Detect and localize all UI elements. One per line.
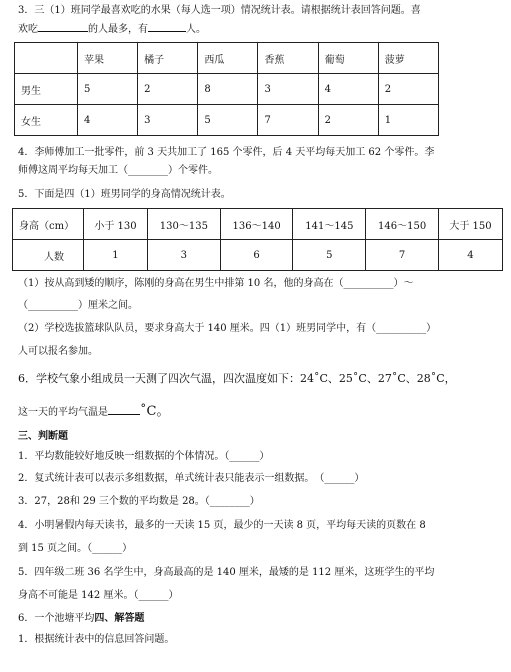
table-row [15,74,439,105]
table-cell: 5 [293,240,366,271]
table-cell: 7 [258,105,318,136]
fruit-header-cell: 菠萝 [378,43,438,74]
height-header-cell: 141～145 [293,209,366,240]
q3-line1: 3．三（1）班同学最喜欢吃的水果（每人选一项）情况统计表。请根据统计表回答问题。喜 [18,5,421,16]
table-cell: 4 [438,240,502,271]
q6-partial-line [18,612,144,626]
q5-sub2-line2: 人可以报名参加。 [18,346,98,357]
table-cell: 人数 [13,240,84,271]
table-cell: 1 [84,240,148,271]
q5-sub1-line1: （1）按从高到矮的顺序，陈刚的身高在男生中排第 10 名，他的身高在（__________）～ [18,278,414,289]
q6-partial-pre: 6．一个池塘平均 [18,613,95,624]
fruit-table-header [15,43,439,74]
section4-title: 四、解答题 [94,613,145,624]
fruit-header-cell: 橘子 [138,43,198,74]
q5-sub1-line2: （__________）厘米之间。 [18,300,138,311]
q6-line1: 6．学校气象小组成员一天测了四次气温，四次温度如下：24˚C、25˚C、27˚C、28˚C， [18,372,456,385]
judge-item: 身高不可能是 142 厘米。（______） [18,590,179,601]
q3-line2 [18,22,206,37]
fruit-header-cell: 苹果 [78,43,138,74]
q5-intro: 5．下面是四（1）班男同学的身高情况统计表。 [18,189,231,200]
fruit-header-cell: 香蕉 [258,43,318,74]
fruit-header-cell: 葡萄 [318,43,378,74]
table-cell: 3 [138,105,198,136]
judge-item: 4．小明暑假内每天读书，最多的一天读 15 页，最少的一天读 8 页，平均每天读的页数在 8 [18,520,426,531]
height-table [12,208,503,271]
q4-line1: 4．李师傅加工一批零件，前 3 天共加工了 165 个零件，后 4 天平均每天加工 62 个零件。李 [18,147,435,158]
table-row [13,240,503,271]
table-cell: 2 [378,74,438,105]
height-header-cell: 大于 150 [438,209,502,240]
judge-item: 1．平均数能较好地反映一组数据的个体情况。（______） [18,451,270,462]
q3-count-blank[interactable] [148,22,186,32]
judge-item: 5．四年级二班 36 名学生中，身高最高的是 140 厘米，最矮的是 112 厘米，这班学生的平均 [18,567,435,578]
height-table-header [13,209,503,240]
fruit-header-cell [15,43,78,74]
table-cell: 5 [78,74,138,105]
fruit-table [14,42,439,136]
q5-sub2-line1: （2）学校选拔篮球队队员，要求身高大于 140 厘米。四（1）班男同学中，有（__________） [18,323,437,334]
height-header-cell: 130～135 [147,209,220,240]
table-cell: 8 [198,74,258,105]
table-cell: 1 [378,105,438,136]
table-cell: 3 [147,240,220,271]
table-cell: 4 [78,105,138,136]
fruit-header-cell: 西瓜 [198,43,258,74]
table-cell: 2 [318,105,378,136]
table-cell: 2 [138,74,198,105]
table-cell: 3 [258,74,318,105]
table-cell: 男生 [15,74,78,105]
q3-line2-pre: 欢吃 [18,24,38,35]
height-header-cell: 136～140 [220,209,293,240]
q3-line2-mid: 的人最多，有 [88,24,148,35]
q6-answer-blank[interactable] [108,405,140,415]
q3-line2-post: 人。 [186,24,206,35]
height-header-cell: 身高（cm） [13,209,84,240]
q3-fruit-blank[interactable] [38,22,88,32]
section3-title: 三、判断题 [18,431,68,442]
section4-item1: 1．根据统计表中的信息回答问题。 [18,634,175,645]
q6-line2-post: ˚C。 [140,404,170,419]
table-cell: 7 [366,240,439,271]
table-cell: 女生 [15,105,78,136]
q6-line2 [18,405,169,420]
judge-item: 到 15 页之间。（______） [18,543,133,554]
q4-line2: 师傅这周平均每天加工（________）个零件。 [18,165,218,176]
table-cell: 5 [198,105,258,136]
table-row [15,105,439,136]
q6-line2-pre: 这一天的平均气温是 [18,407,108,418]
table-cell: 6 [220,240,293,271]
height-header-cell: 小于 130 [84,209,148,240]
table-cell: 4 [318,74,378,105]
judge-item: 2．复式统计表可以表示多组数据，单式统计表只能表示一组数据。 （______） [18,473,365,484]
height-header-cell: 146～150 [366,209,439,240]
judge-item: 3．27，28和 29 三个数的平均数是 28。（________） [18,496,260,507]
